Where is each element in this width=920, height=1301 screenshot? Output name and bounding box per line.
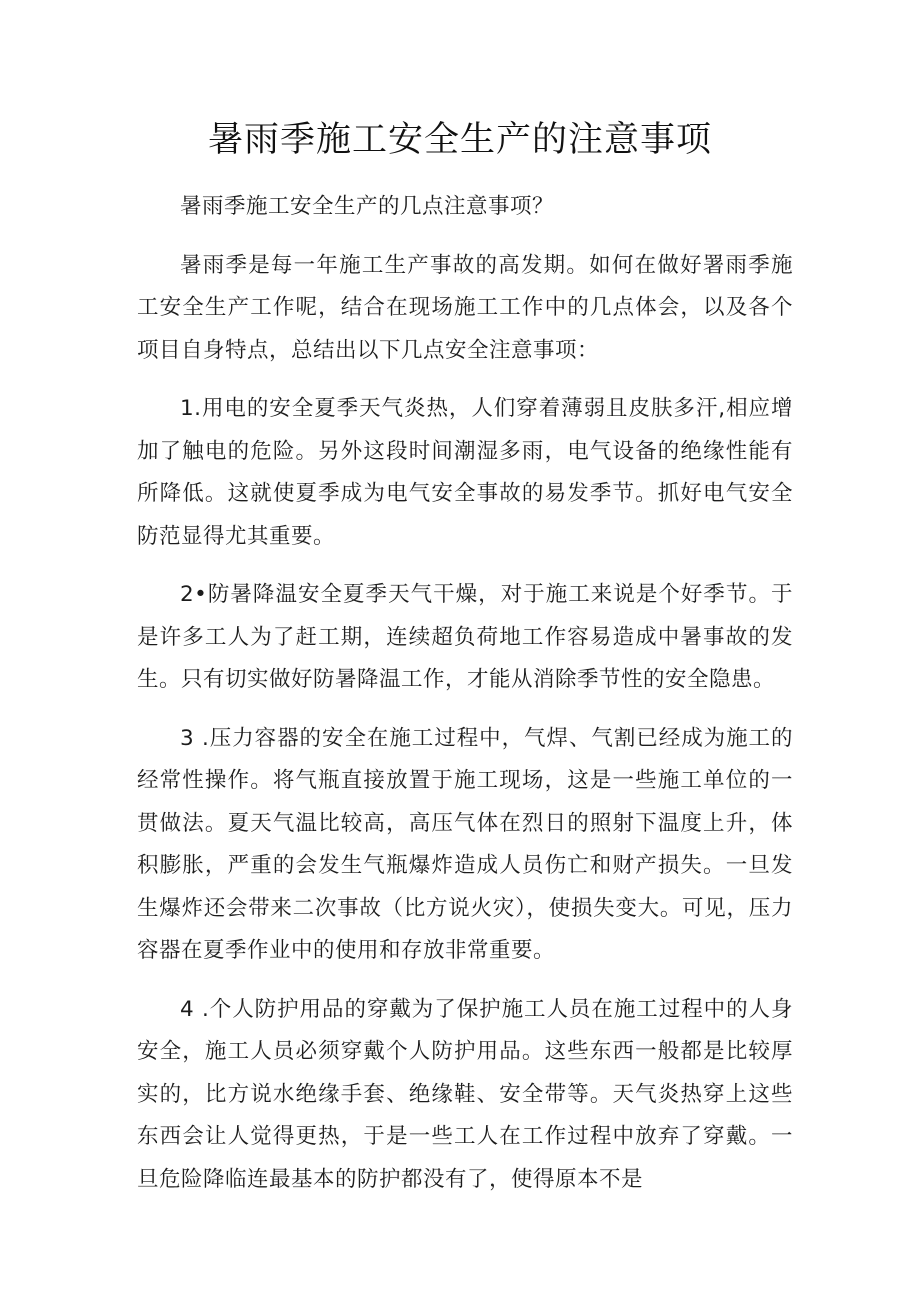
paragraph-pressure-vessels: 3 .压力容器的安全在施工过程中，气焊、气割已经成为施工的经常性操作。将气瓶直接放置于施工现场，这是一些施工单位的一贯做法。夏天气温比较高，高压气体在烈日的照射下温度上升，体积膨胀，严重的会发生气瓶爆炸造成人员伤亡和财产损失。一旦发生爆炸还会带来二次事故（比方说火灾），使损失变大。可见，压力容器在夏季作业中的使用和存放非常重要。	[137, 725, 793, 963]
document-body	[137, 186, 793, 1201]
paragraph-protective-equipment: 4 .个人防护用品的穿戴为了保护施工人员在施工过程中的人身安全，施工人员必须穿戴个人防护用品。这些东西一般都是比较厚实的，比方说水绝缘手套、绝缘鞋、安全带等。天气炎热穿上这些东西会让人觉得更热，于是一些工人在工作过程中放弃了穿戴。一旦危险降临连最基本的防护都没有了，使得原本不是	[137, 996, 793, 1192]
paragraph-heat-prevention: 2•防暑降温安全夏季天气干燥，对于施工来说是个好季节。于是许多工人为了赶工期，连续超负荷地工作容易造成中暑事故的发生。只有切实做好防暑降温工作，才能从消除季节性的安全隐患。	[137, 582, 793, 692]
paragraph-intro-question: 暑雨季施工安全生产的几点注意事项？	[180, 194, 555, 219]
paragraph-electrical-safety: 1.用电的安全夏季天气炎热，人们穿着薄弱且皮肤多汗,相应增加了触电的危险。另外这段时间潮湿多雨，电气设备的绝缘性能有所降低。这就使夏季成为电气安全事故的易发季节。抓好电气安全防范显得尤其重要。	[137, 396, 793, 549]
document-title: 暑雨季施工安全生产的注意事项	[207, 120, 712, 160]
paragraph-overview: 暑雨季是每一年施工生产事故的高发期。如何在做好署雨季施工安全生产工作呢，结合在现场施工工作中的几点体会，以及各个项目自身特点，总结出以下几点安全注意事项：	[137, 252, 793, 363]
